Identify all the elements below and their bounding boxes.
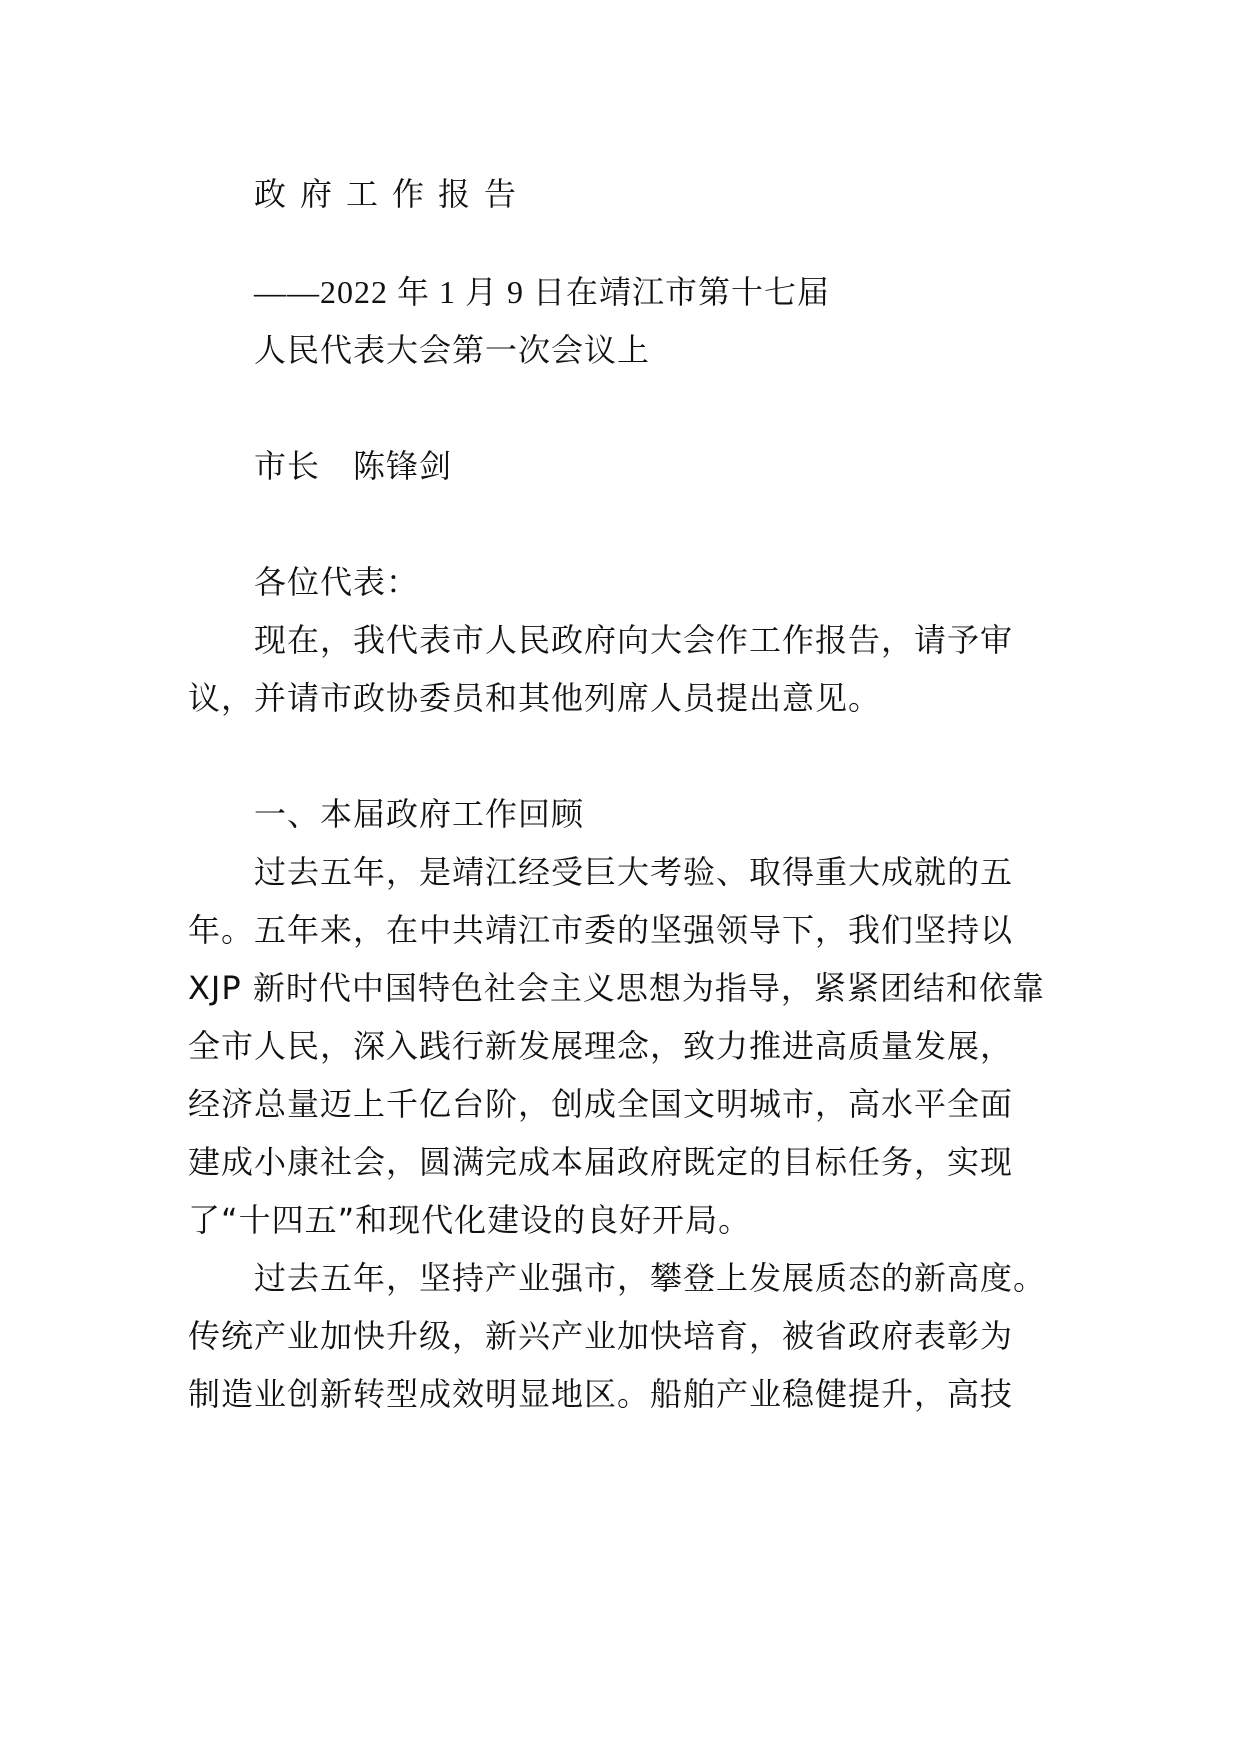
paragraph-1-line: 了“十四五”和现代化建设的良好开局。 <box>188 1201 752 1239</box>
paragraph-1-line: 全市人民，深入践行新发展理念，致力推进高质量发展， <box>188 1027 1014 1065</box>
paragraph-2-line: 过去五年，坚持产业强市，攀登上发展质态的新高度。 <box>254 1259 1047 1297</box>
author-line: 市长 陈锋剑 <box>254 447 453 485</box>
paragraph-1-line: XJP 新时代中国特色社会主义思想为指导，紧紧团结和依靠 <box>188 969 1045 1007</box>
section-heading: 一、本届政府工作回顾 <box>254 795 585 833</box>
paragraph-2-line: 传统产业加快升级，新兴产业加快培育，被省政府表彰为 <box>188 1317 1014 1355</box>
subtitle-line-1: ——2022 年 1 月 9 日在靖江市第十七届 <box>254 274 831 310</box>
paragraph-1-line: 建成小康社会，圆满完成本届政府既定的目标任务，实现 <box>188 1143 1014 1181</box>
subtitle-line-2: 人民代表大会第一次会议上 <box>254 331 651 369</box>
intro-line-2: 议，并请市政协委员和其他列席人员提出意见。 <box>188 679 882 717</box>
paragraph-1-line: 年。五年来，在中共靖江市委的坚强领导下，我们坚持以 <box>188 911 1014 949</box>
intro-line-1: 现在，我代表市人民政府向大会作工作报告，请予审 <box>254 621 1014 659</box>
paragraph-1-line: 经济总量迈上千亿台阶，创成全国文明城市，高水平全面 <box>188 1085 1014 1123</box>
salutation: 各位代表： <box>254 563 420 601</box>
paragraph-1-line: 过去五年，是靖江经受巨大考验、取得重大成就的五 <box>254 853 1014 891</box>
document-title: 政府工作报告 <box>254 175 531 213</box>
paragraph-2-line: 制造业创新转型成效明显地区。船舶产业稳健提升，高技 <box>188 1375 1014 1413</box>
